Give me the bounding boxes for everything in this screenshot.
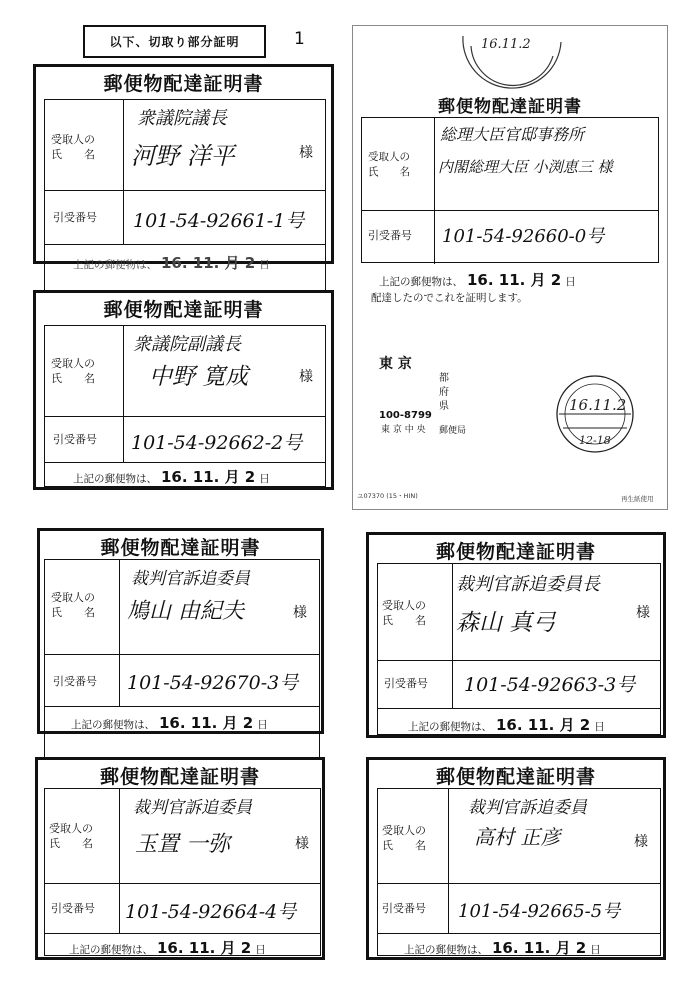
recipient-label: 受取人の 氏 名 [51,357,95,385]
card-title: 郵便物配達証明書 [435,541,596,563]
postmark-date: 16.11.2 [569,396,627,414]
post-office-name: 東 京 中 央 [381,425,426,435]
delivery-date-line: 上記の郵便物は、 16. 11. 月 2 日 [73,468,270,486]
recipient-name: 高村 正彦 [474,825,561,849]
recipient-label: 受取人の 氏 名 [51,133,95,161]
postcode: 100-8799 [379,410,432,421]
delivery-date-line: 上記の郵便物は、 16. 11. 月 2 日 [379,271,576,289]
card-form-table [44,788,321,956]
recipient-label: 受取人の 氏 名 [51,591,95,619]
recipient-label: 受取人の 氏 名 [382,599,426,627]
tracking-label: 引受番号 [384,677,428,690]
postmark-time: 12-18 [579,434,611,447]
recipient-name: 森山 真弓 [456,610,556,636]
delivery-date-line: 上記の郵便物は、 16. 11. 月 2 日 [73,254,270,272]
recipient-name: 玉置 一弥 [135,832,230,857]
header-label: 以下、切取り部分証明 [109,35,240,49]
sama-honorific: 様 [299,369,313,385]
tracking-number: 101-54-92661-1号 [133,210,305,232]
card-form-table [361,117,659,263]
postmark-stamp [535,356,655,476]
tracking-label: 引受番号 [51,902,95,915]
card-form-table [44,325,326,487]
certify-text: 配達したのでこれを証明します。 [371,292,528,304]
city-label: 東 京 [379,356,412,372]
sama-honorific: 様 [295,836,309,852]
certificate-card-6 [366,757,666,960]
card-title: 郵便物配達証明書 [103,73,264,95]
card-title: 郵便物配達証明書 [438,97,582,117]
tracking-number: 101-54-92660-0号 [442,226,605,247]
recipient-title: 裁判官訴追委員 [131,569,250,589]
top-stamp-date: 16.11.2 [481,37,531,52]
card-form-table [377,788,661,956]
recipient-title: 衆議院副議長 [133,334,241,355]
recipient-name: 内閣総理大臣 小渕恵三 様 [438,158,613,176]
card-form-table [44,99,326,299]
card-title: 郵便物配達証明書 [435,766,596,788]
recipient-name: 鳩山 由紀夫 [127,599,244,624]
recipient-title: 裁判官訴追委員長 [456,574,600,595]
recipient-title: 衆議院議長 [137,108,227,129]
certificate-card-4 [366,532,666,738]
tracking-label: 引受番号 [368,229,412,242]
sama-honorific: 様 [634,834,648,850]
page-number: 1 [294,29,305,49]
recipient-label: 受取人の 氏 名 [49,822,93,850]
recipient-name: 河野 洋平 [131,142,235,170]
certificate-card-large [352,25,668,510]
recipient-name: 中野 寛成 [149,364,249,390]
recipient-label: 受取人の 氏 名 [382,824,426,852]
card-title: 郵便物配達証明書 [99,766,260,788]
recycled-paper-note: 再生紙使用 [621,495,654,503]
tracking-number: 101-54-92663-3号 [464,674,636,696]
tracking-number: 101-54-92662-2号 [131,432,303,454]
header-label-box [83,25,266,58]
tracking-number: 101-54-92670-3号 [127,672,299,694]
form-code: ユ07370 (15・HIN) [357,492,418,500]
recipient-title: 裁判官訴追委員 [133,798,252,818]
delivery-date-line: 上記の郵便物は、 16. 11. 月 2 日 [408,716,605,734]
delivery-date-line: 上記の郵便物は、 16. 11. 月 2 日 [404,939,601,957]
card-title: 郵便物配達証明書 [100,537,261,559]
recipient-title: 裁判官訴追委員 [468,798,587,818]
tracking-label: 引受番号 [53,211,97,224]
certificate-card-1 [33,64,334,272]
sama-honorific: 様 [293,605,307,621]
tracking-label: 引受番号 [53,675,97,688]
prefecture-label: 都 府 県 [439,373,449,412]
delivery-date-line: 上記の郵便物は、 16. 11. 月 2 日 [71,714,268,732]
tracking-number: 101-54-92665-5号 [458,901,621,922]
certificate-card-3 [37,528,324,734]
tracking-label: 引受番号 [53,433,97,446]
card-form-table [377,563,661,735]
tracking-number: 101-54-92664-4号 [125,901,297,923]
recipient-title: 総理大臣官邸事務所 [440,125,585,144]
certificate-card-5 [35,757,325,960]
card-title: 郵便物配達証明書 [103,299,264,321]
post-office-suffix: 郵便局 [439,426,467,436]
delivery-date-line: 上記の郵便物は、 16. 11. 月 2 日 [69,939,266,957]
sama-honorific: 様 [636,605,650,621]
sama-honorific: 様 [299,145,313,161]
recipient-label: 受取人の 氏 名 [368,151,410,178]
tracking-label: 引受番号 [382,902,426,915]
certificate-card-2 [33,290,334,490]
card-form-table [44,559,320,759]
